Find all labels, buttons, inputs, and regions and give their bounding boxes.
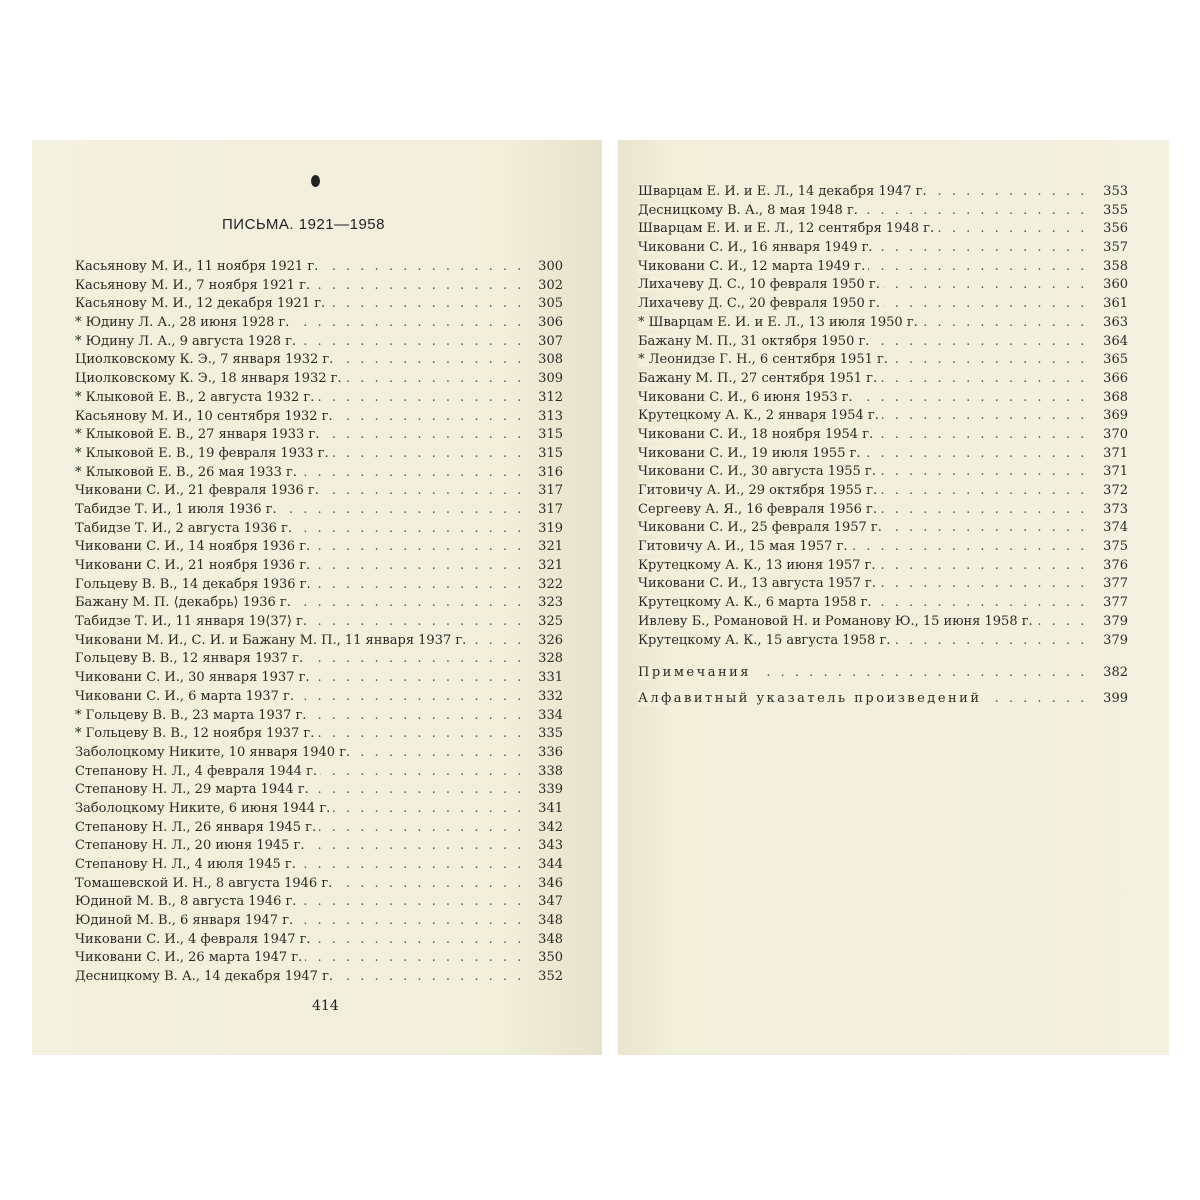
toc-entry-title: Томашевской И. Н., 8 августа 1946 г.: [75, 876, 335, 891]
toc-entry-page: 338: [538, 763, 563, 779]
toc-entry: [75, 277, 563, 296]
toc-entry: [75, 725, 563, 744]
toc-entry-page: 331: [538, 670, 563, 686]
toc-entry: [75, 931, 563, 950]
toc-entry-page: 371: [1103, 464, 1128, 480]
toc-entry-title: Касьянову М. И., 11 ноября 1921 г.: [75, 259, 321, 274]
toc-entry-page: 305: [538, 296, 563, 312]
toc-entry-page: 326: [538, 632, 563, 648]
toc-entry: [75, 314, 563, 333]
toc-entry-title: Чиковани С. И., 14 ноября 1936 г.: [75, 539, 313, 554]
toc-entry: [638, 575, 1128, 594]
toc-entry-title: * Леонидзе Г. Н., 6 сентября 1951 г.: [638, 352, 891, 367]
toc-entry-title: Десницкому В. А., 8 мая 1948 г.: [638, 203, 861, 218]
toc-entry-title: Чиковани С. И., 6 марта 1937 г.: [75, 689, 297, 704]
toc-entry-title: Чиковани С. И., 21 ноября 1936 г.: [75, 558, 313, 573]
toc-entry-title: Гитовичу А. И., 15 мая 1957 г.: [638, 539, 851, 554]
toc-entry-title: Чиковани С. И., 30 января 1937 г.: [75, 670, 313, 685]
left-toc-list: [75, 258, 563, 987]
toc-entry: [75, 781, 563, 800]
toc-entry-title: Юдиной М. В., 6 января 1947 г.: [75, 913, 296, 928]
toc-entry-title: Чиковани С. И., 13 августа 1957 г.: [638, 576, 879, 591]
toc-entry-title: * Гольцеву В. В., 12 ноября 1937 г.: [75, 726, 317, 741]
toc-entry-page: 342: [538, 819, 563, 835]
toc-entry-title: Чиковани С. И., 26 марта 1947 г.: [75, 950, 305, 965]
toc-entry-title: Лихачеву Д. С., 20 февраля 1950 г.: [638, 296, 883, 311]
toc-entry-page: 319: [538, 520, 563, 536]
toc-entry-title: Бажану М. П., 27 сентября 1951 г.: [638, 371, 880, 386]
toc-entry-title: Степанову Н. Л., 29 марта 1944 г.: [75, 782, 312, 797]
toc-entry-title: Крутецкому А. К., 2 января 1954 г.: [638, 408, 882, 423]
section-title: ПИСЬМА. 1921—1958: [222, 216, 385, 233]
toc-entry-title: Бажану М. П. ⟨декабрь⟩ 1936 г.: [75, 595, 294, 610]
toc-entry-page: 308: [538, 352, 563, 368]
toc-entry-page: 347: [538, 894, 563, 910]
toc-entry-page: 317: [538, 501, 563, 517]
toc-entry: [75, 408, 563, 427]
toc-notes-row: [638, 663, 1128, 683]
toc-entry: [638, 613, 1128, 632]
toc-entry: [638, 370, 1128, 389]
toc-entry-title: * Клыковой Е. В., 19 февраля 1933 г.: [75, 446, 332, 461]
toc-entry: [75, 520, 563, 539]
toc-entry-title: Крутецкому А. К., 13 июня 1957 г.: [638, 558, 879, 573]
toc-entry-title: Лихачеву Д. С., 10 февраля 1950 г.: [638, 277, 883, 292]
toc-entry-title: Чиковани С. И., 30 августа 1955 г.: [638, 464, 879, 479]
toc-entry-title: Ивлеву Б., Романовой Н. и Романову Ю., 15 июня 1958 г.: [638, 614, 1036, 629]
toc-entry-page: 316: [538, 464, 563, 480]
toc-entry: [75, 650, 563, 669]
toc-entry: [75, 389, 563, 408]
toc-entry-title: Касьянову М. И., 10 сентября 1932 г.: [75, 409, 336, 424]
toc-entry: [75, 445, 563, 464]
toc-entry-page: 339: [538, 782, 563, 798]
toc-entry: [75, 351, 563, 370]
toc-entry: [75, 426, 563, 445]
toc-entry-page: 323: [538, 595, 563, 611]
toc-entry: [75, 949, 563, 968]
toc-entry-page: 374: [1103, 520, 1128, 536]
toc-entry-page: 371: [1103, 445, 1128, 461]
toc-entry-page: 363: [1103, 314, 1128, 330]
toc-entry-page: 377: [1103, 576, 1128, 592]
toc-entry-title: * Клыковой Е. В., 27 января 1933 г.: [75, 427, 322, 442]
toc-entry-page: 302: [538, 277, 563, 293]
toc-entry-page: 373: [1103, 501, 1128, 517]
toc-entry: [75, 576, 563, 595]
toc-entry: [75, 763, 563, 782]
toc-entry-page: 364: [1103, 333, 1128, 349]
toc-entry-title: * Клыковой Е. В., 2 августа 1932 г.: [75, 390, 317, 405]
toc-entry-page: 321: [538, 558, 563, 573]
toc-entry-page: 348: [538, 913, 563, 929]
toc-entry-page: 325: [538, 614, 563, 630]
right-toc-list: [638, 183, 1128, 650]
toc-entry-title: Чиковани С. И., 19 июля 1955 г.: [638, 446, 864, 461]
toc-entry-page: 369: [1103, 408, 1128, 424]
toc-entry: [638, 258, 1128, 277]
toc-entry: [638, 426, 1128, 445]
toc-entry-title: Касьянову М. И., 7 ноября 1921 г.: [75, 278, 313, 293]
toc-entry: [638, 389, 1128, 408]
right-page: [618, 140, 1169, 1055]
toc-entry-title: Чиковани М. И., С. И. и Бажану М. П., 11 января 1937 г.: [75, 633, 469, 648]
toc-index-row: [638, 689, 1128, 709]
toc-entry-page: 309: [538, 371, 563, 387]
toc-entry: [638, 183, 1128, 202]
toc-entry-title: Касьянову М. И., 12 декабря 1921 г.: [75, 296, 328, 311]
toc-entry-title: Шварцам Е. И. и Е. Л., 12 сентября 1948 г.: [638, 221, 937, 236]
toc-entry-page: 357: [1103, 240, 1128, 256]
toc-entry-title: Степанову Н. Л., 20 июня 1945 г.: [75, 838, 308, 853]
page-number: 414: [312, 998, 339, 1014]
toc-entry-title: * Юдину Л. А., 28 июня 1928 г.: [75, 315, 292, 330]
toc-entry-page: 336: [538, 744, 563, 760]
toc-entry-title: Чиковани С. И., 4 февраля 1947 г.: [75, 932, 314, 947]
toc-entry-title: Степанову Н. Л., 4 февраля 1944 г.: [75, 764, 320, 779]
toc-entry: [75, 613, 563, 632]
toc-entry-title: Циолковскому К. Э., 18 января 1932 г.: [75, 371, 345, 386]
toc-entry-title: Гольцеву В. В., 14 декабря 1936 г.: [75, 577, 314, 592]
toc-entry: [638, 463, 1128, 482]
toc-entry-title: Циолковскому К. Э., 7 января 1932 г.: [75, 352, 336, 367]
toc-entry-page: 307: [538, 333, 563, 349]
toc-entry: [75, 968, 563, 987]
toc-entry: [75, 875, 563, 894]
toc-entry: [75, 800, 563, 819]
toc-entry: [75, 819, 563, 838]
toc-entry: [75, 501, 563, 520]
toc-entry-title: Табидзе Т. И., 11 января 19⟨37⟩ г.: [75, 614, 310, 629]
toc-entry-page: 350: [538, 950, 563, 966]
toc-entry-page: 322: [538, 576, 563, 592]
toc-entry: [75, 856, 563, 875]
toc-entry-page: 346: [538, 875, 563, 891]
toc-entry: [75, 744, 563, 763]
toc-entry: [75, 688, 563, 707]
toc-entry-title: * Шварцам Е. И. и Е. Л., 13 июля 1950 г.: [638, 315, 921, 330]
toc-entry-title: Чиковани С. И., 18 ноября 1954 г.: [638, 427, 876, 442]
toc-entry-title: Степанову Н. Л., 4 июля 1945 г.: [75, 857, 299, 872]
notes-page: 382: [1103, 665, 1128, 680]
toc-entry-page: 377: [1103, 595, 1128, 611]
toc-entry-page: 379: [1103, 613, 1128, 629]
toc-entry-title: Гольцеву В. В., 12 января 1937 г.: [75, 651, 306, 666]
toc-entry-page: 312: [538, 389, 563, 405]
toc-entry-page: 341: [538, 800, 563, 816]
toc-entry: [638, 519, 1128, 538]
toc-entry: [75, 538, 563, 557]
toc-entry: [638, 220, 1128, 239]
toc-entry-title: * Клыковой Е. В., 26 мая 1933 г.: [75, 465, 300, 480]
toc-entry-title: Чиковани С. И., 21 февраля 1936 г.: [75, 483, 322, 498]
toc-entry-title: Табидзе Т. И., 2 августа 1936 г.: [75, 521, 295, 536]
notes-label: Примечания: [638, 665, 755, 680]
toc-entry: [638, 632, 1128, 651]
toc-entry: [75, 837, 563, 856]
left-page: [32, 140, 602, 1055]
toc-entry-title: Гитовичу А. И., 29 октября 1955 г.: [638, 483, 880, 498]
toc-entry-title: Заболоцкому Никите, 10 января 1940 г.: [75, 745, 353, 760]
toc-entry-page: 376: [1103, 557, 1128, 573]
toc-entry: [638, 202, 1128, 221]
toc-entry-page: 315: [538, 445, 563, 461]
toc-entry: [638, 351, 1128, 370]
toc-entry-page: 361: [1103, 296, 1128, 312]
toc-entry-page: 352: [538, 969, 563, 985]
toc-entry-title: Чиковани С. И., 6 июня 1953 г.: [638, 390, 856, 405]
toc-entry-page: 335: [538, 726, 563, 742]
toc-entry-page: 360: [1103, 277, 1128, 293]
toc-entry: [75, 669, 563, 688]
index-label: Алфавитный указатель произведений: [638, 691, 986, 706]
toc-entry-page: 321: [538, 539, 563, 555]
toc-entry-page: 343: [538, 838, 563, 854]
toc-entry: [75, 258, 563, 277]
toc-entry: [638, 314, 1128, 333]
toc-entry-page: 353: [1103, 184, 1128, 199]
toc-entry: [638, 239, 1128, 258]
toc-entry-title: Табидзе Т. И., 1 июля 1936 г.: [75, 502, 280, 517]
toc-entry-title: Сергееву А. Я., 16 февраля 1956 г.: [638, 502, 880, 517]
toc-entry-page: 370: [1103, 426, 1128, 442]
toc-entry-title: Бажану М. П., 31 октября 1950 г.: [638, 334, 872, 349]
toc-entry-title: Шварцам Е. И. и Е. Л., 14 декабря 1947 г.: [638, 184, 930, 199]
toc-entry: [75, 594, 563, 613]
toc-entry-title: Чиковани С. И., 16 января 1949 г.: [638, 240, 876, 255]
toc-entry-page: 315: [538, 427, 563, 443]
toc-entry-page: 366: [1103, 370, 1128, 386]
toc-entry: [75, 632, 563, 651]
toc-entry-page: 358: [1103, 258, 1128, 274]
toc-entry: [638, 276, 1128, 295]
toc-entry: [75, 370, 563, 389]
toc-entry-page: 300: [538, 259, 563, 274]
toc-entry-page: 313: [538, 408, 563, 424]
toc-entry-title: Чиковани С. И., 12 марта 1949 г.: [638, 259, 868, 274]
toc-entry-page: 317: [538, 483, 563, 499]
toc-entry-page: 328: [538, 651, 563, 667]
toc-entry-page: 348: [538, 931, 563, 947]
toc-entry: [638, 501, 1128, 520]
toc-entry: [638, 538, 1128, 557]
toc-entry-page: 368: [1103, 389, 1128, 405]
toc-entry: [638, 557, 1128, 576]
toc-entry-page: 365: [1103, 352, 1128, 368]
toc-entry-title: Заболоцкому Никите, 6 июня 1944 г.: [75, 801, 333, 816]
toc-entry-page: 306: [538, 315, 563, 331]
toc-entry-title: * Гольцеву В. В., 23 марта 1937 г.: [75, 708, 309, 723]
toc-entry: [75, 333, 563, 352]
toc-entry: [638, 407, 1128, 426]
toc-entry-title: Чиковани С. И., 25 февраля 1957 г.: [638, 520, 885, 535]
toc-entry: [75, 893, 563, 912]
toc-entry-title: Степанову Н. Л., 26 января 1945 г.: [75, 820, 319, 835]
toc-entry-page: 332: [538, 688, 563, 704]
toc-entry: [75, 707, 563, 726]
toc-entry-title: Крутецкому А. К., 6 марта 1958 г.: [638, 595, 875, 610]
toc-entry-title: Десницкому В. А., 14 декабря 1947 г.: [75, 969, 336, 984]
toc-entry: [75, 464, 563, 483]
toc-entry: [638, 295, 1128, 314]
toc-entry: [75, 482, 563, 501]
toc-entry: [638, 482, 1128, 501]
toc-entry-page: 344: [538, 857, 563, 872]
ornament-dot: [311, 175, 320, 187]
toc-entry-title: Юдиной М. В., 8 августа 1946 г.: [75, 894, 299, 909]
index-page: 399: [1103, 691, 1128, 706]
toc-entry: [638, 445, 1128, 464]
toc-entry-page: 356: [1103, 221, 1128, 237]
toc-entry-title: * Юдину Л. А., 9 августа 1928 г.: [75, 334, 299, 349]
toc-entry-page: 375: [1103, 539, 1128, 555]
toc-entry-page: 334: [538, 707, 563, 723]
toc-entry: [638, 333, 1128, 352]
toc-entry: [638, 594, 1128, 613]
toc-entry-page: 379: [1103, 632, 1128, 648]
toc-entry-page: 372: [1103, 483, 1128, 498]
toc-entry-title: Крутецкому А. К., 15 августа 1958 г.: [638, 633, 893, 648]
toc-entry: [75, 912, 563, 931]
toc-entry-page: 355: [1103, 202, 1128, 218]
toc-entry: [75, 295, 563, 314]
toc-entry: [75, 557, 563, 576]
